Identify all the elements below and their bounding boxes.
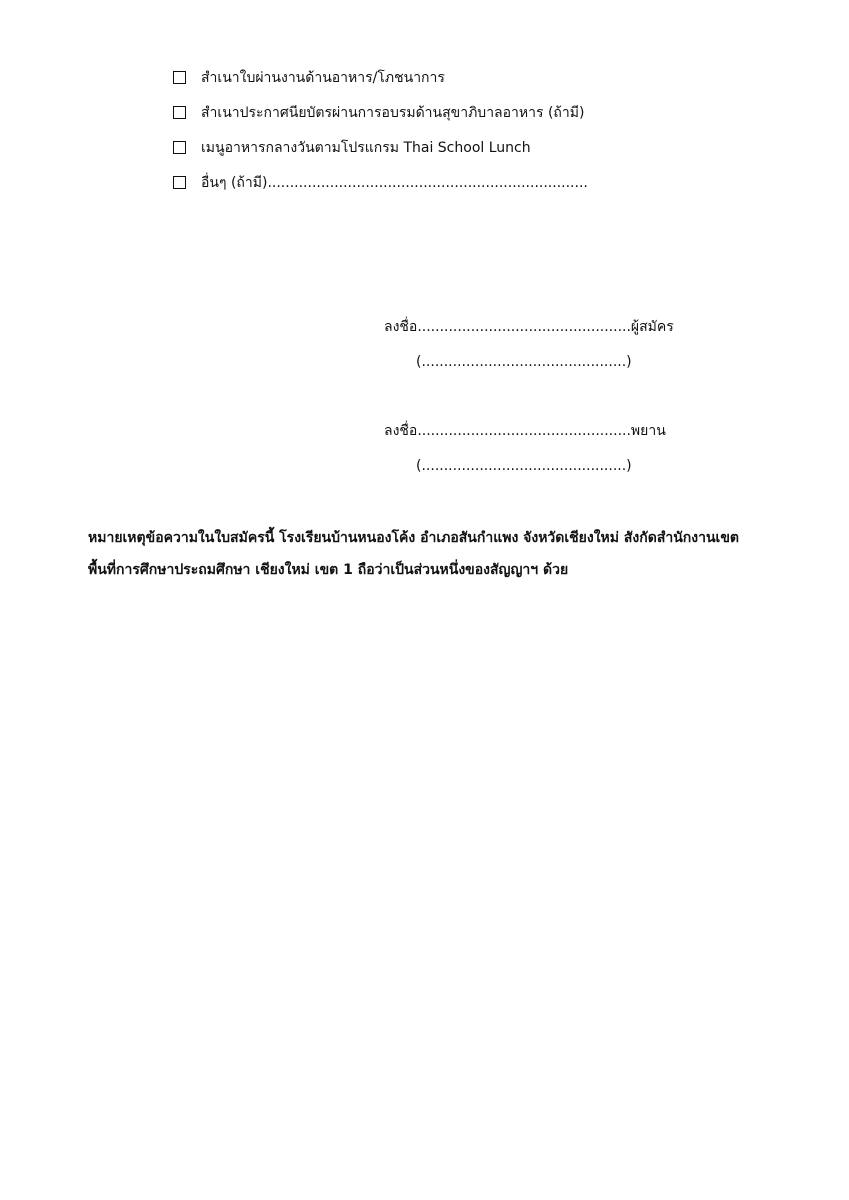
checklist-label-lunch-menu: เมนูอาหารกลางวันตามโปรแกรม Thai School Lunch bbox=[201, 139, 531, 156]
attachments-checklist bbox=[173, 60, 733, 200]
checkbox-lunch-menu[interactable] bbox=[173, 141, 186, 154]
applicant-name-line: (..............................................) bbox=[416, 354, 632, 370]
applicant-signature-block bbox=[384, 320, 684, 375]
checklist-item-lunch-menu[interactable] bbox=[173, 130, 733, 165]
remark-line-1: หมายเหตุข้อความในใบสมัครนี้ โรงเรียนบ้านหนองโค้ง อำเภอสันกำแพง จังหวัดเชียงใหม่ สังกัดสำนักงานเขต bbox=[88, 530, 739, 546]
remark-note bbox=[88, 522, 778, 586]
checkbox-sanitation-certificate[interactable] bbox=[173, 106, 186, 119]
witness-name-line: (..............................................) bbox=[416, 458, 632, 474]
witness-signature-line: ลงชื่อ................................................พยาน bbox=[384, 423, 666, 439]
applicant-signature-line: ลงชื่อ................................................ผู้สมัคร bbox=[384, 319, 674, 335]
checklist-item-food-work-pass[interactable] bbox=[173, 60, 733, 95]
checklist-item-others[interactable] bbox=[173, 165, 733, 200]
witness-signature-block bbox=[384, 424, 684, 479]
checkbox-others[interactable] bbox=[173, 176, 186, 189]
checklist-label-sanitation-certificate: สำเนาประกาศนียบัตรผ่านการอบรมด้านสุขาภิบาลอาหาร (ถ้ามี) bbox=[201, 104, 585, 121]
checklist-label-food-work-pass: สำเนาใบผ่านงานด้านอาหาร/โภชนาการ bbox=[201, 69, 445, 86]
checkbox-food-work-pass[interactable] bbox=[173, 71, 186, 84]
checklist-item-sanitation-certificate[interactable] bbox=[173, 95, 733, 130]
checklist-label-others: อื่นๆ (ถ้ามี)........................................................................ bbox=[201, 174, 588, 191]
remark-line-2: พื้นที่การศึกษาประถมศึกษา เชียงใหม่ เขต 1 ถือว่าเป็นส่วนหนึ่งของสัญญาฯ ด้วย bbox=[88, 562, 569, 578]
